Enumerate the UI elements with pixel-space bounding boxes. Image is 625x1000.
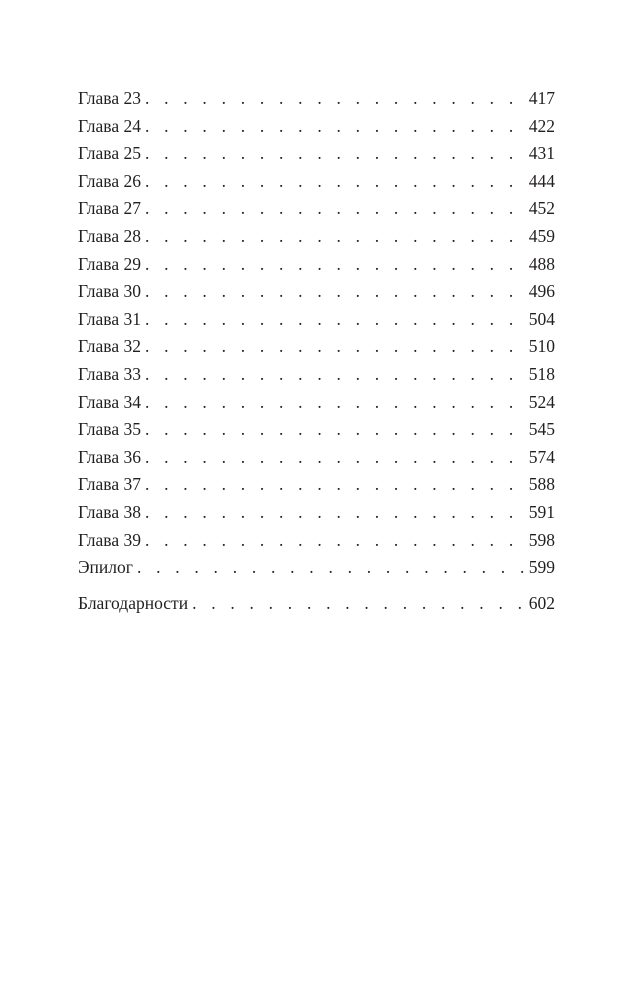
- toc-dot-leader: [145, 168, 526, 196]
- toc-entry-chapter-33: [78, 361, 555, 389]
- toc-entry-chapter-35: [78, 416, 555, 444]
- toc-dot-leader: [145, 195, 526, 223]
- toc-entry-title: Глава 29: [78, 253, 141, 274]
- toc-entry-page: 444: [528, 170, 555, 191]
- toc-entry-title: Глава 33: [78, 363, 141, 384]
- toc-entry-title: Глава 31: [78, 308, 141, 329]
- toc-entry-page: 459: [528, 225, 555, 246]
- toc-entry-page: 417: [528, 88, 555, 108]
- toc-entry-title: Глава 26: [78, 170, 141, 191]
- toc-dot-leader: [145, 113, 526, 141]
- toc-entry-page: 488: [528, 253, 555, 274]
- toc-entry-chapter-25: [78, 140, 555, 168]
- toc-entry-page: 496: [528, 281, 555, 302]
- toc-entry-title: Глава 37: [78, 474, 141, 495]
- toc-entry-page: 545: [528, 419, 555, 440]
- toc-entry-page: 591: [528, 501, 555, 522]
- toc-dot-leader: [145, 333, 526, 361]
- toc-entry-title: Глава 36: [78, 446, 141, 467]
- toc-entry-title: Глава 39: [78, 529, 141, 550]
- toc-entry-page: 602: [528, 592, 555, 613]
- toc-entry-chapter-30: [78, 278, 555, 306]
- toc-dot-leader: [145, 389, 526, 417]
- toc-dot-leader: [145, 278, 526, 306]
- toc-entry-page: 524: [528, 391, 555, 412]
- toc-dot-leader: [145, 361, 526, 389]
- toc-entry-title: Глава 25: [78, 143, 141, 164]
- toc-dot-leader: [145, 471, 526, 499]
- toc-dot-leader: [145, 251, 526, 279]
- toc-entry-title: Глава 38: [78, 501, 141, 522]
- toc-entry-page: 422: [528, 115, 555, 136]
- toc-entry-title: Глава 35: [78, 419, 141, 440]
- toc-entry-chapter-26: [78, 168, 555, 196]
- toc-entry-chapter-36: [78, 444, 555, 472]
- toc-dot-leader: [145, 416, 526, 444]
- toc-entry-title: Глава 28: [78, 225, 141, 246]
- toc-entry-chapter-34: [78, 389, 555, 417]
- table-of-contents: [78, 85, 555, 617]
- toc-entry-page: 431: [528, 143, 555, 164]
- toc-entry-chapter-23: [78, 85, 555, 113]
- toc-entry-title: Глава 30: [78, 281, 141, 302]
- toc-entry-title: Глава 27: [78, 198, 141, 219]
- toc-dot-leader: [137, 554, 526, 582]
- toc-dot-leader: [145, 444, 526, 472]
- toc-dot-leader: [145, 499, 526, 527]
- toc-entry-chapter-38: [78, 499, 555, 527]
- toc-entry-chapter-28: [78, 223, 555, 251]
- toc-entry-page: 504: [528, 308, 555, 329]
- toc-dot-leader: [145, 85, 526, 113]
- toc-dot-leader: [145, 527, 526, 555]
- toc-entry-chapter-29: [78, 251, 555, 279]
- toc-dot-leader: [145, 223, 526, 251]
- toc-entry-chapter-37: [78, 471, 555, 499]
- toc-entry-page: 510: [528, 336, 555, 357]
- toc-entry-title: Эпилог: [78, 557, 133, 578]
- toc-entry-page: 588: [528, 474, 555, 495]
- toc-entry-page: 599: [528, 557, 555, 578]
- toc-entry-page: 452: [528, 198, 555, 219]
- toc-entry-acknowledgements: [78, 590, 555, 618]
- toc-entry-chapter-32: [78, 333, 555, 361]
- toc-dot-leader: [145, 140, 526, 168]
- toc-entry-title: Глава 23: [78, 88, 141, 108]
- toc-entry-title: Глава 24: [78, 115, 141, 136]
- toc-entry-page: 598: [528, 529, 555, 550]
- toc-entry-title: Благодарности: [78, 592, 189, 613]
- toc-entry-chapter-24: [78, 113, 555, 141]
- toc-entry-chapter-31: [78, 306, 555, 334]
- toc-entry-title: Глава 32: [78, 336, 141, 357]
- toc-dot-leader: [145, 306, 526, 334]
- toc-entry-chapter-27: [78, 195, 555, 223]
- toc-dot-leader: [192, 590, 526, 618]
- toc-entry-epilogue: [78, 554, 555, 582]
- toc-entry-title: Глава 34: [78, 391, 141, 412]
- toc-entry-chapter-39: [78, 527, 555, 555]
- toc-entry-page: 574: [528, 446, 555, 467]
- toc-entry-page: 518: [528, 363, 555, 384]
